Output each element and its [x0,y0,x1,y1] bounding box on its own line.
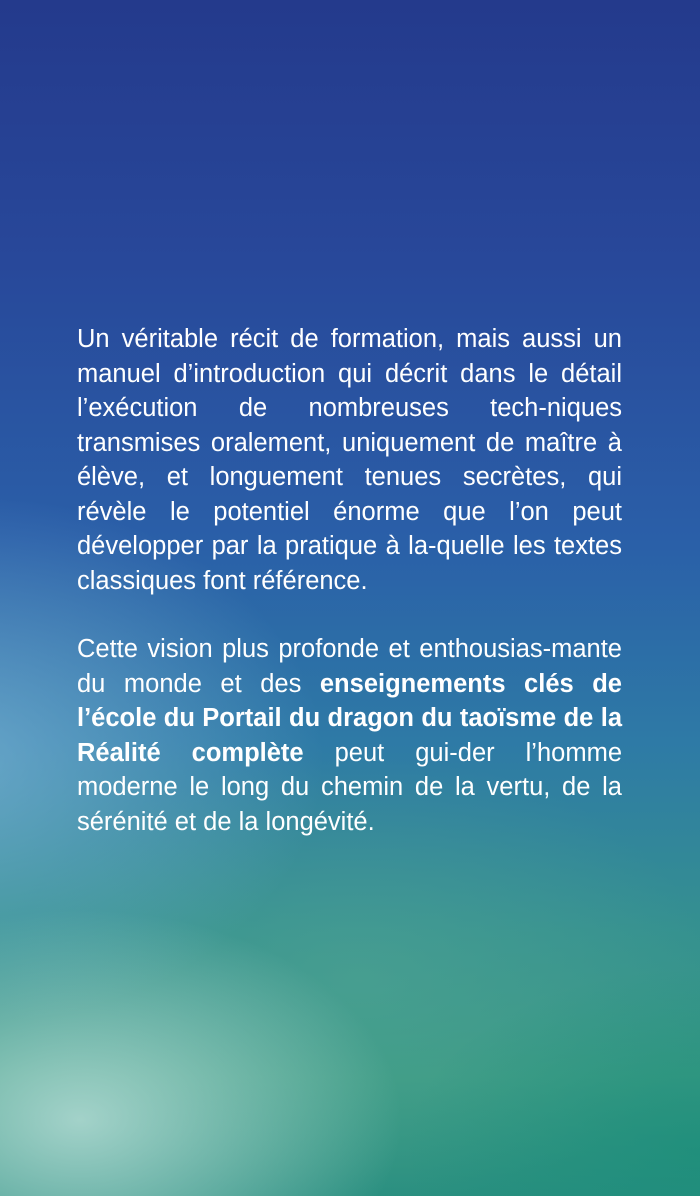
paragraph-intro: Un véritable récit de formation, mais aussi un manuel d’introduction qui décrit dans le détail l’exécution de nombreuses tech-niques transmises oralement, uniquement de maître à élève, et longuement tenues secrètes, qui révèle le potentiel énorme que l’on peut développer par la pratique à la-quelle les textes classiques font référence. [77,325,622,595]
paragraph-vision [77,632,622,839]
back-cover-text [77,322,622,839]
paragraph-vision-start: Cette vision plus profonde et enthousias-mante du monde et des [77,635,622,698]
paragraph-vision-end: peut gui-der l’homme moderne le long du chemin de la vertu, de la sérénité et de la longévité. [77,738,623,836]
paragraph-vision-emphasis: enseignements clés de l’école du Portail du dragon du taoïsme de la Réalité complète [77,669,622,767]
